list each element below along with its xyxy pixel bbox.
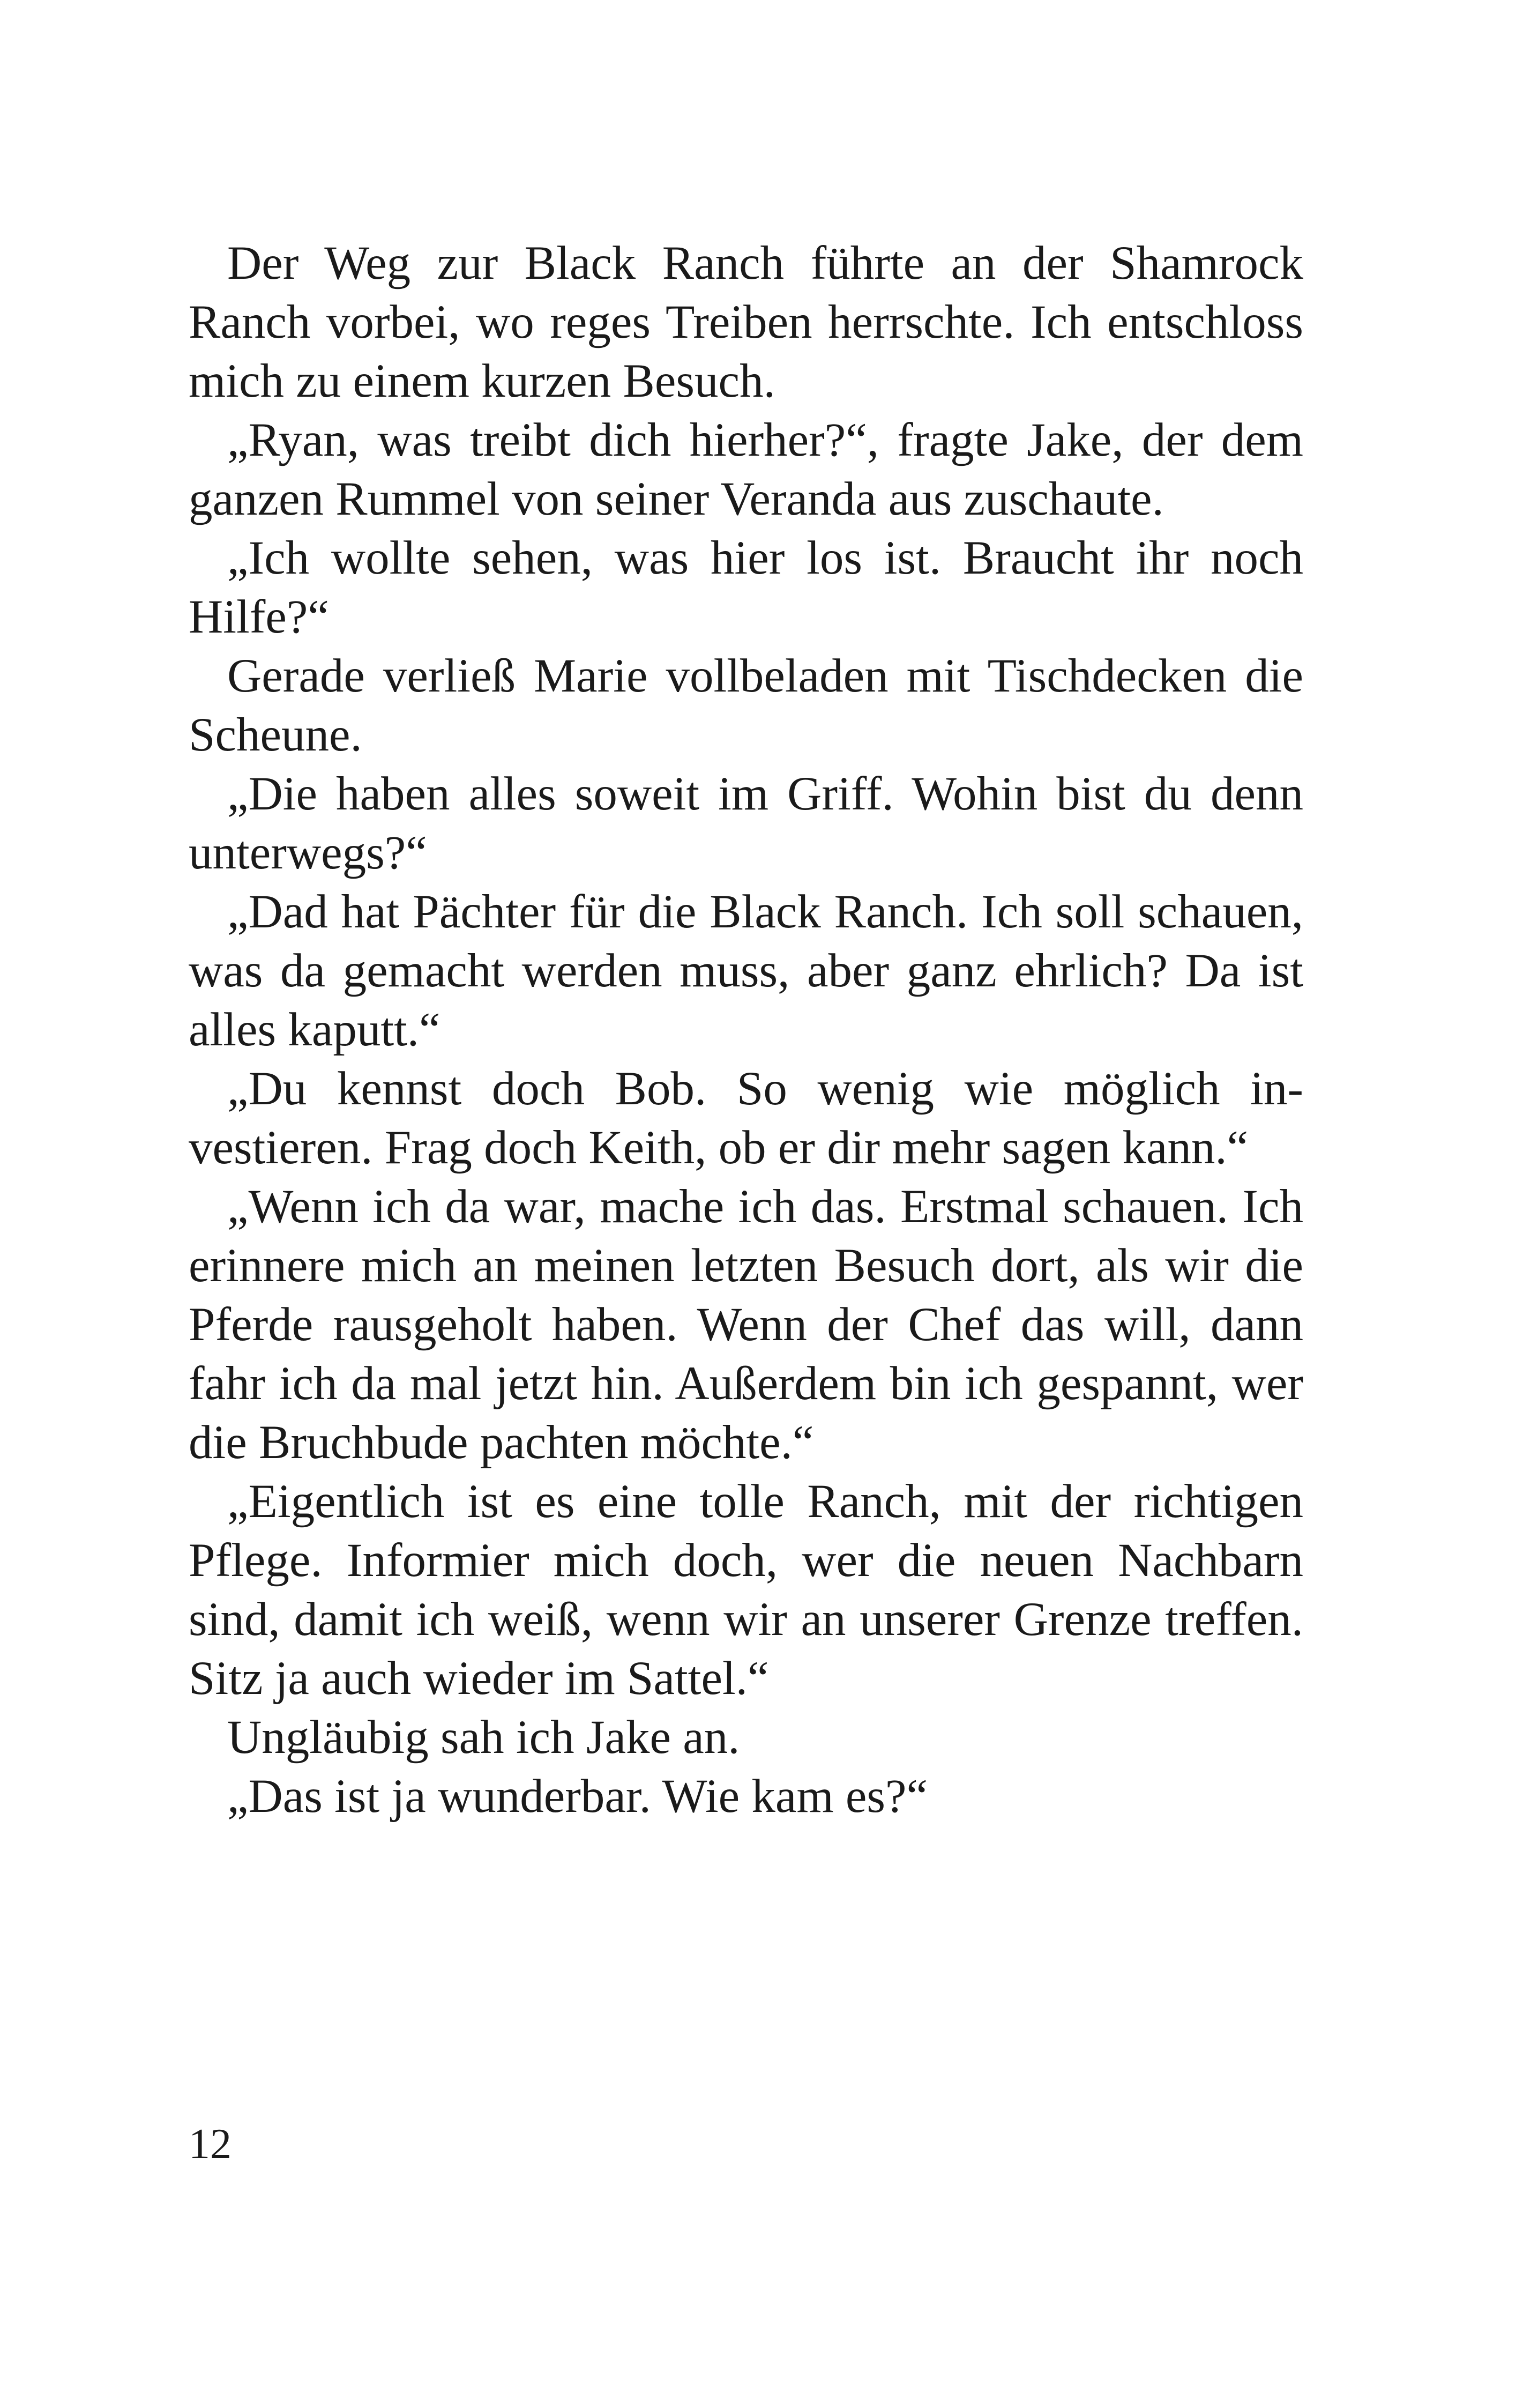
paragraph: „Ryan, was treibt dich hierher?“, fragte Jake, der dem ganzen Rummel von seiner Veranda aus zuschaute. — [189, 414, 1303, 525]
paragraph: Gerade verließ Marie vollbeladen mit Tischdecken die Scheune. — [189, 650, 1303, 761]
paragraph: „Eigentlich ist es eine tolle Ranch, mit der richtigen Pflege. Informier mich doch, wer die neuen Nachbarn sind, damit ich weiß, wenn wir an unserer Grenze treffen. Sitz ja auch wieder im Sattel.“ — [189, 1475, 1303, 1705]
paragraph: Ungläubig sah ich Jake an. — [227, 1711, 740, 1764]
page-number: 12 — [189, 2121, 232, 2168]
paragraph: „Du kennst doch Bob. So wenig wie möglich investieren. Frag doch Keith, ob er dir mehr sagen kann.“ — [189, 1062, 1303, 1174]
body-text — [189, 234, 1303, 1826]
paragraph: „Wenn ich da war, mache ich das. Erstmal schauen. Ich erinnere mich an meinen letzten Besuch dort, als wir die Pferde rausgeholt haben. Wenn der Chef das will, dann fahr ich da mal jetzt hin. Außerdem bin ich gespannt, wer die Bruchbude pachten möchte.“ — [189, 1180, 1303, 1469]
paragraph: „Ich wollte sehen, was hier los ist. Braucht ihr noch Hilfe?“ — [189, 532, 1303, 643]
paragraph: „Das ist ja wunderbar. Wie kam es?“ — [227, 1770, 928, 1823]
paragraph: Der Weg zur Black Ranch führte an der Shamrock Ranch vorbei, wo reges Treiben herrschte. Ich entschloss mich zu einem kurzen Besuch. — [189, 237, 1303, 407]
paragraph: „Dad hat Pächter für die Black Ranch. Ich soll schauen, was da gemacht werden muss, aber ganz ehrlich? Da ist alles kaputt.“ — [189, 886, 1303, 1056]
paragraph: „Die haben alles soweit im Griff. Wohin bist du denn unterwegs?“ — [189, 768, 1303, 879]
